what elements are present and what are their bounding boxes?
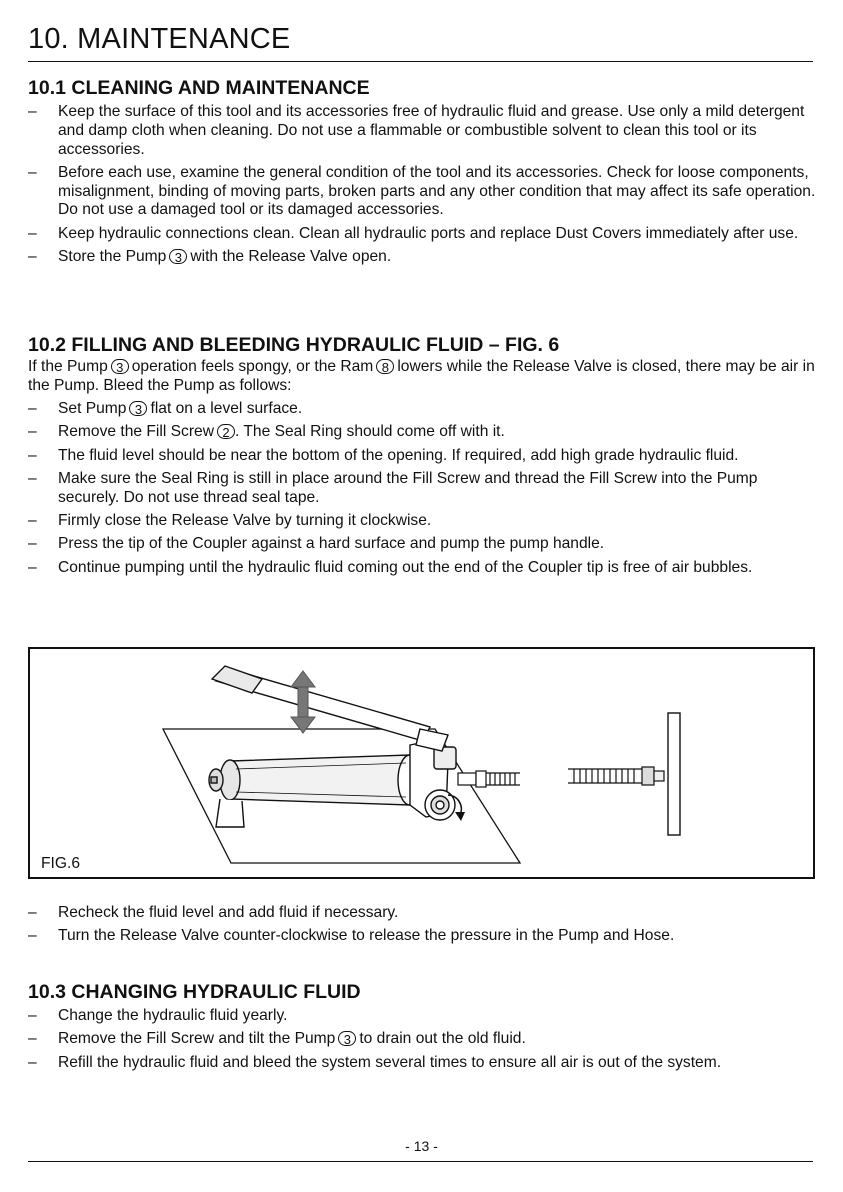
list-item: – Before each use, examine the general condition of the tool and its accessories. Check for loose components, misalignment, binding of moving parts, broken parts and any other condition that may affect its safe operation. Do not use a damaged tool or its damaged accessories. <box>28 164 816 220</box>
hose-left <box>458 771 520 787</box>
list-item: – Turn the Release Valve counter-clockwise to release the pressure in the Pump and Hose. <box>28 927 816 946</box>
text-span: to drain out the old fluid. <box>359 1030 526 1048</box>
text-span: Remove the Fill Screw <box>58 423 214 441</box>
page-title: 10. MAINTENANCE <box>28 23 291 55</box>
pump-handle <box>212 666 448 751</box>
list-item: – Make sure the Seal Ring is still in place around the Fill Screw and thread the Fill Screw into the Pump securely. Do not use thread seal tape. <box>28 470 816 508</box>
list-item: – Recheck the fluid level and add fluid if necessary. <box>28 904 816 923</box>
list-item: – Change the hydraulic fluid yearly. <box>28 1007 816 1026</box>
section-heading-cleaning: 10.1 CLEANING AND MAINTENANCE <box>28 77 370 99</box>
hard-surface-plate <box>668 713 680 835</box>
text-span: lowers while the Release Valve is closed, there may be air in the Pump. Bleed the Pump as follows: <box>28 358 815 394</box>
text-span: . The Seal Ring should come off with it. <box>234 423 505 441</box>
pump-illustration <box>30 649 813 877</box>
filling-block <box>28 358 816 582</box>
text-span: Set Pump <box>58 400 127 418</box>
part-reference-badge: 8 <box>376 359 394 374</box>
list-item <box>28 400 816 419</box>
text-span: Store the Pump <box>58 248 167 266</box>
filling-list <box>28 400 816 577</box>
text-span: If the Pump <box>28 358 108 375</box>
title-rule <box>28 61 813 62</box>
hose-right <box>568 767 664 785</box>
list-item <box>28 423 816 442</box>
part-reference-badge: 2 <box>217 424 235 439</box>
after-figure-block <box>28 904 816 951</box>
part-reference-badge: 3 <box>338 1031 356 1046</box>
part-reference-badge: 3 <box>169 249 187 264</box>
list-item: – The fluid level should be near the bottom of the opening. If required, add high grade hydraulic fluid. <box>28 447 816 466</box>
list-item: – Firmly close the Release Valve by turning it clockwise. <box>28 512 816 531</box>
page-number: - 13 - <box>405 1138 438 1154</box>
part-reference-badge: 3 <box>111 359 129 374</box>
cleaning-list <box>28 103 816 267</box>
after-figure-list <box>28 904 816 946</box>
part-reference-badge: 3 <box>129 401 147 416</box>
section-heading-changing: 10.3 CHANGING HYDRAULIC FLUID <box>28 981 361 1003</box>
intro-paragraph <box>28 358 816 396</box>
text-span: flat on a level surface. <box>150 400 303 418</box>
changing-list <box>28 1007 816 1072</box>
list-item: – Keep hydraulic connections clean. Clean all hydraulic ports and replace Dust Covers immediately after use. <box>28 225 816 244</box>
list-item <box>28 248 816 267</box>
section-heading-filling: 10.2 FILLING AND BLEEDING HYDRAULIC FLUID – FIG. 6 <box>28 334 560 356</box>
list-item: – Press the tip of the Coupler against a hard surface and pump the pump handle. <box>28 535 816 554</box>
clockwise-arrow-head <box>455 812 465 821</box>
figure-label: FIG.6 <box>41 855 80 872</box>
text-span: Remove the Fill Screw and tilt the Pump <box>58 1030 336 1048</box>
text-span: operation feels spongy, or the Ram <box>131 358 374 375</box>
cleaning-list-block <box>28 103 816 271</box>
changing-block <box>28 1007 816 1077</box>
pump-body <box>209 739 456 827</box>
list-item: – Refill the hydraulic fluid and bleed the system several times to ensure all air is out of the system. <box>28 1054 816 1073</box>
list-item <box>28 1030 816 1049</box>
text-span: with the Release Valve open. <box>190 248 392 266</box>
figure-6 <box>28 647 815 879</box>
bottom-rule <box>28 1161 813 1162</box>
list-item: – Continue pumping until the hydraulic fluid coming out the end of the Coupler tip is free of air bubbles. <box>28 559 816 578</box>
list-item: – Keep the surface of this tool and its accessories free of hydraulic fluid and grease. Use only a mild detergent and damp cloth when cleaning. Do not use a flammable or combustible solvent to clean this tool or its accessories. <box>28 103 816 159</box>
